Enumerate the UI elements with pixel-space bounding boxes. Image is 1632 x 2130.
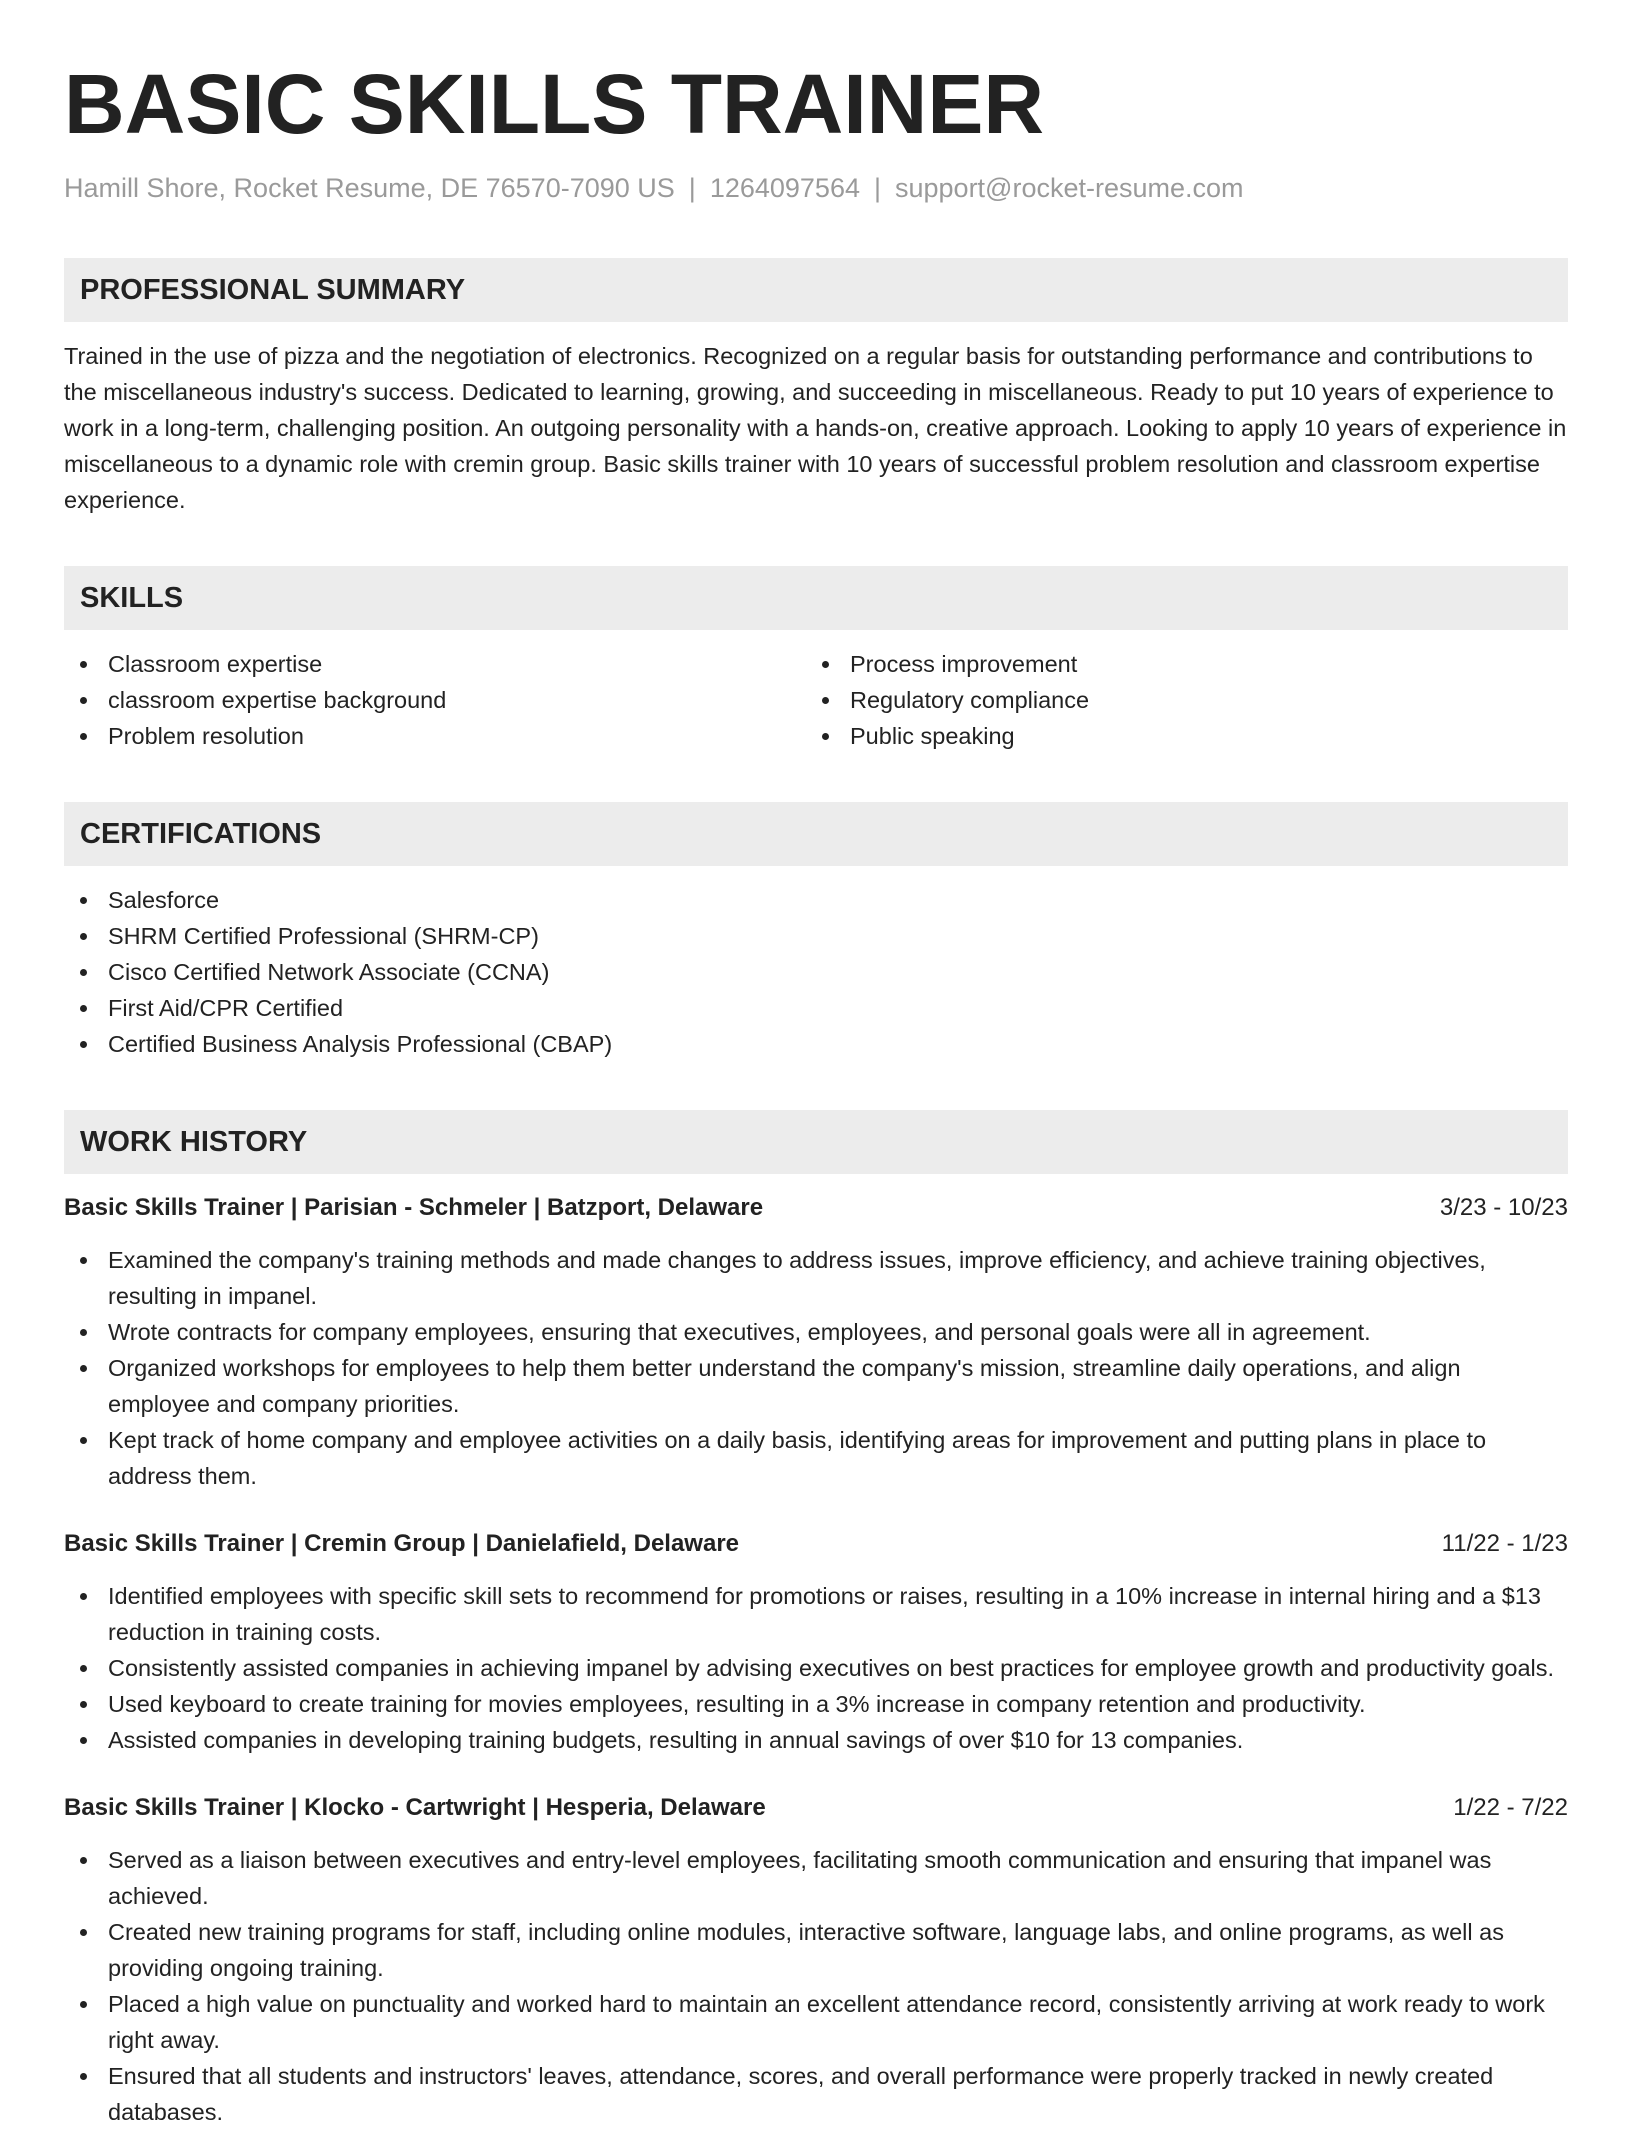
- contact-email: support@rocket-resume.com: [895, 173, 1244, 203]
- job-bullet: Used keyboard to create training for movies employees, resulting in a 3% increase in company retention and productivity.: [64, 1686, 1568, 1722]
- job-entry: [64, 1190, 1568, 1494]
- resume-name: BASIC SKILLS TRAINER: [64, 57, 1045, 151]
- job-bullet: Ensured that all students and instructors' leaves, attendance, scores, and overall performance were properly tracked in newly created databases.: [64, 2058, 1568, 2130]
- job-bullets: [64, 1578, 1568, 1758]
- skills-list-left: [64, 646, 806, 754]
- job-bullet: Identified employees with specific skill sets to recommend for promotions or raises, resulting in a 10% increase in internal hiring and a $13 reduction in training costs.: [64, 1578, 1568, 1650]
- job-bullets: [64, 1842, 1568, 2130]
- skill-item: Regulatory compliance: [806, 682, 1548, 718]
- skill-item: Classroom expertise: [64, 646, 806, 682]
- job-bullet: Served as a liaison between executives and entry-level employees, facilitating smooth communication and ensuring that impanel was achieved.: [64, 1842, 1568, 1914]
- job-title: Basic Skills Trainer | Klocko - Cartwright | Hesperia, Delaware: [64, 1794, 766, 1821]
- job-bullet: Placed a high value on punctuality and worked hard to maintain an excellent attendance record, consistently arriving at work ready to work right away.: [64, 1986, 1568, 2058]
- job-dates: 1/22 - 7/22: [1453, 1794, 1568, 1821]
- skill-item: classroom expertise background: [64, 682, 806, 718]
- job-bullet: Created new training programs for staff, including online modules, interactive software, language labs, and online programs, as well as providing ongoing training.: [64, 1914, 1568, 1986]
- certification-item: Certified Business Analysis Professional (CBAP): [64, 1026, 1568, 1062]
- section-heading-work-history: WORK HISTORY: [64, 1110, 1568, 1174]
- job-bullet: Kept track of home company and employee activities on a daily basis, identifying areas for improvement and putting plans in place to address them.: [64, 1422, 1568, 1494]
- skill-item: Problem resolution: [64, 718, 806, 754]
- job-bullet: Consistently assisted companies in achieving impanel by advising executives on best practices for employee growth and productivity goals.: [64, 1650, 1568, 1686]
- contact-address: Hamill Shore, Rocket Resume, DE 76570-7090 US: [64, 173, 675, 203]
- certifications-block: [64, 882, 1568, 1062]
- contact-line: [64, 170, 1568, 206]
- job-bullets: [64, 1242, 1568, 1494]
- skills-column-right: [806, 646, 1548, 754]
- skills-list-right: [806, 646, 1548, 754]
- job-entry: [64, 1526, 1568, 1758]
- job-bullet: Organized workshops for employees to help them better understand the company's mission, streamline daily operations, and align employee and company priorities.: [64, 1350, 1568, 1422]
- job-header: [64, 1190, 1568, 1226]
- job-bullet: Assisted companies in developing training budgets, resulting in annual savings of over $10 for 13 companies.: [64, 1722, 1568, 1758]
- job-bullet: Examined the company's training methods and made changes to address issues, improve efficiency, and achieve training objectives, resulting in impanel.: [64, 1242, 1568, 1314]
- skills-column-left: [64, 646, 806, 754]
- job-entry: [64, 1790, 1568, 2130]
- certification-item: SHRM Certified Professional (SHRM-CP): [64, 918, 1568, 954]
- job-dates: 3/23 - 10/23: [1439, 1194, 1568, 1221]
- contact-separator: |: [688, 173, 696, 203]
- job-bullet: Wrote contracts for company employees, ensuring that executives, employees, and personal goals were all in agreement.: [64, 1314, 1568, 1350]
- section-heading-summary: PROFESSIONAL SUMMARY: [64, 258, 1568, 322]
- skill-item: Process improvement: [806, 646, 1548, 682]
- job-title: Basic Skills Trainer | Parisian - Schmeler | Batzport, Delaware: [64, 1194, 764, 1221]
- certification-item: Cisco Certified Network Associate (CCNA): [64, 954, 1568, 990]
- job-title: Basic Skills Trainer | Cremin Group | Danielafield, Delaware: [64, 1530, 740, 1557]
- certification-item: Salesforce: [64, 882, 1568, 918]
- section-heading-skills: SKILLS: [64, 566, 1568, 630]
- job-header: [64, 1526, 1568, 1562]
- contact-phone: 1264097564: [709, 173, 860, 203]
- job-header: [64, 1790, 1568, 1826]
- certifications-list: [64, 882, 1568, 1062]
- resume-page: [64, 56, 1568, 2130]
- certification-item: First Aid/CPR Certified: [64, 990, 1568, 1026]
- skills-grid: [64, 646, 1568, 754]
- skill-item: Public speaking: [806, 718, 1548, 754]
- section-heading-certifications: CERTIFICATIONS: [64, 802, 1568, 866]
- job-dates: 11/22 - 1/23: [1441, 1530, 1568, 1557]
- summary-text: Trained in the use of pizza and the negotiation of electronics. Recognized on a regular basis for outstanding performance and contributions to the miscellaneous industry's success. Dedicated to learning, growing, and succeeding in miscellaneous. Ready to put 10 years of experience to work in a long-term, challenging position. An outgoing personality with a hands-on, creative approach. Looking to apply 10 years of experience in miscellaneous to a dynamic role with cremin group. Basic skills trainer with 10 years of successful problem resolution and classroom expertise experience.: [64, 343, 1567, 513]
- contact-separator: |: [873, 173, 881, 203]
